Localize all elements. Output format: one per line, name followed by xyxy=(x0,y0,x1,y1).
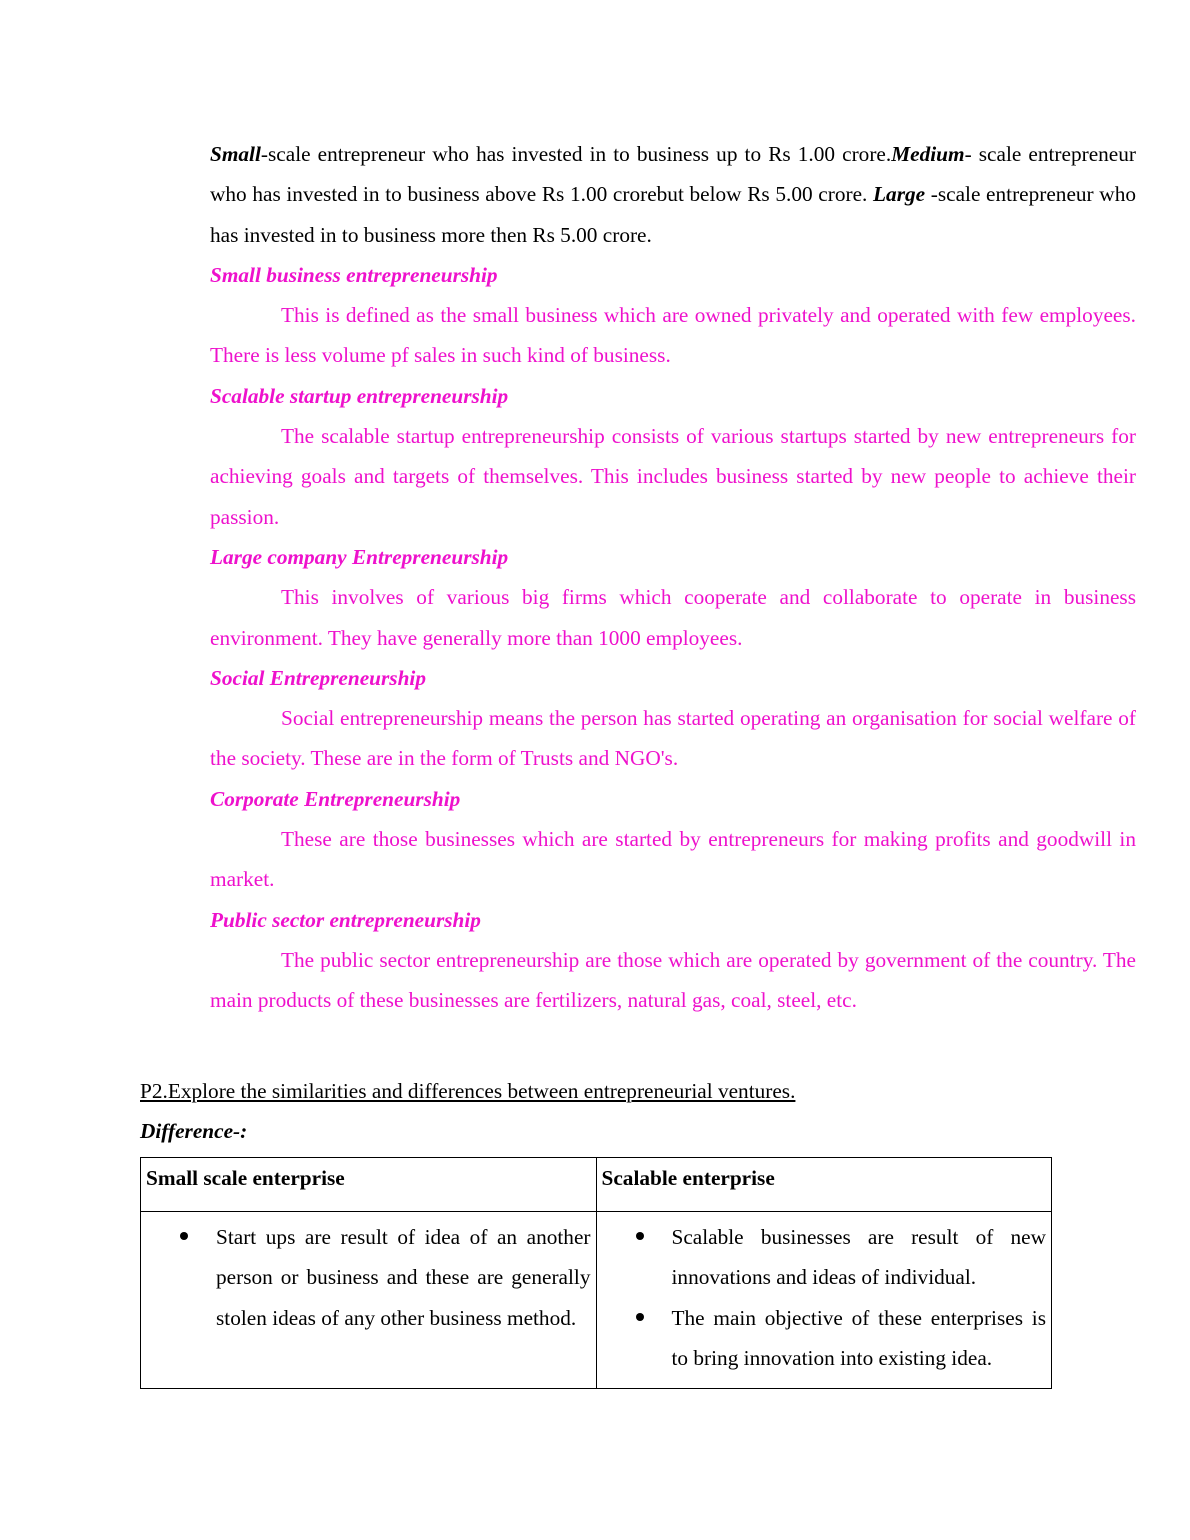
large-label: Large xyxy=(873,182,926,207)
table-header-scalable: Scalable enterprise xyxy=(596,1158,1052,1212)
section-heading-scalable-startup: Scalable startup entrepreneurship xyxy=(210,383,509,408)
bullet-list-small-scale xyxy=(146,1217,591,1338)
small-text: -scale entrepreneur who has invested in to business up to Rs 1.00 crore. xyxy=(260,142,892,166)
table-cell-small-scale xyxy=(141,1212,597,1389)
section-heading-corporate: Corporate Entrepreneurship xyxy=(210,786,461,811)
p2-heading: P2.Explore the similarities and differences between entrepreneurial ventures. xyxy=(140,1079,796,1103)
list-item xyxy=(602,1298,1047,1379)
medium-text: - scale entrepreneur who has invested in to business above Rs 1.00 crorebut below Rs 5.00 crore. xyxy=(210,142,1136,207)
section-text-corporate: These are those businesses which are started by entrepreneurs for making profits and goodwill in market. xyxy=(210,827,1136,892)
section-text-public-sector: The public sector entrepreneurship are those which are operated by government of the country. The main products of these businesses are fertilizers, natural gas, coal, steel, etc. xyxy=(210,947,1136,1013)
table-header-row xyxy=(141,1158,1052,1212)
section-heading-large-company: Large company Entrepreneurship xyxy=(210,544,509,569)
content-block xyxy=(210,134,1136,1021)
intro-paragraph xyxy=(210,134,1136,255)
list-item xyxy=(602,1217,1047,1298)
section-heading-social: Social Entrepreneurship xyxy=(210,665,426,690)
section-text-scalable-startup: The scalable startup entrepreneurship consists of various startups started by new entrepreneurs for achieving goals and targets of themselves. This includes business started by new people to achieve their passion. xyxy=(210,424,1136,529)
table-cell-scalable xyxy=(596,1212,1052,1389)
difference-label: Difference-: xyxy=(140,1119,248,1143)
small-label: Small xyxy=(210,142,261,166)
bullet-icon xyxy=(180,1232,188,1240)
section-text-small-business: This is defined as the small business which are owned privately and operated with few employees. There is less volume pf sales in such kind of business. xyxy=(210,303,1136,368)
comparison-table xyxy=(140,1157,1052,1389)
list-item-text: Scalable businesses are result of new innovations and ideas of individual. xyxy=(671,1225,1046,1290)
bullet-icon xyxy=(636,1232,644,1240)
bullet-list-scalable xyxy=(602,1217,1047,1378)
table-header-small-scale: Small scale enterprise xyxy=(141,1158,597,1212)
section-heading-small-business: Small business entrepreneurship xyxy=(210,262,498,287)
section-text-social: Social entrepreneurship means the person has started operating an organisation for social welfare of the society. These are in the form of Trusts and NGO's. xyxy=(210,706,1136,771)
list-item xyxy=(146,1217,591,1338)
bullet-icon xyxy=(636,1313,644,1321)
medium-label: Medium xyxy=(891,142,965,166)
section-heading-public-sector: Public sector entrepreneurship xyxy=(210,907,481,932)
list-item-text: The main objective of these enterprises is to bring innovation into existing idea. xyxy=(671,1305,1046,1370)
table-row xyxy=(141,1212,1052,1389)
section-text-large-company: This involves of various big firms which cooperate and collaborate to operate in business environment. They have generally more than 1000 employees. xyxy=(210,585,1136,650)
large-text: -scale entrepreneur who has invested in to business more then Rs 5.00 crore. xyxy=(210,182,1136,247)
list-item-text: Start ups are result of idea of an another person or business and these are generally stolen ideas of any other business method. xyxy=(216,1225,591,1330)
